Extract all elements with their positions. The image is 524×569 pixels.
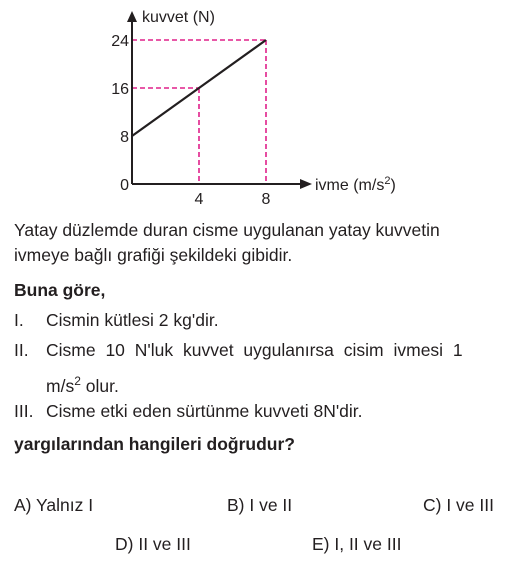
x-tick-label: 4 <box>194 191 204 208</box>
question-lead: Buna göre, <box>14 280 106 300</box>
x-tick-label: 0 <box>120 177 129 194</box>
y-axis-label: kuvvet (N) <box>142 9 215 26</box>
option-c[interactable]: C) I ve III <box>423 495 494 515</box>
question-stem-line1: Yatay düzlemde duran cisme uygulanan yatay kuvvetin <box>14 220 440 240</box>
y-tick-label: 24 <box>111 33 129 50</box>
y-tick-label: 16 <box>111 81 129 98</box>
option-b[interactable]: B) I ve II <box>227 495 293 515</box>
option-a[interactable]: A) Yalnız I <box>14 495 94 515</box>
statement-2-rest: olur. <box>80 375 119 396</box>
statement-2-unit: m/s <box>46 375 75 396</box>
statement-1-number: I. <box>14 310 24 330</box>
statement-2-number: II. <box>14 340 29 360</box>
x-axis-label: ivme $(m/s^2)$ <box>315 175 396 194</box>
question-closing: yargılarından hangileri doğrudur? <box>14 434 295 454</box>
statement-1 <box>14 308 219 332</box>
y-tick-label: 8 <box>120 129 129 146</box>
statement-2-unit-exponent: 2 <box>74 374 81 388</box>
x-tick-label: 8 <box>261 191 271 208</box>
statement-1-text: Cismin kütlesi 2 kg'dir. <box>46 310 219 330</box>
option-e[interactable]: E) I, II ve III <box>312 534 402 554</box>
y-axis-arrow <box>127 11 137 22</box>
question-stem-line2: ivmeye bağlı grafiği şekildeki gibidir. <box>14 245 293 265</box>
statement-3-text: Cisme etki eden sürtünme kuvveti 8N'dir. <box>46 401 363 421</box>
tick-labels <box>111 33 270 208</box>
statement-2-text: Cisme 10 N'luk kuvvet uygulanırsa cisim ivmesi 1 <box>46 340 463 360</box>
force-acceleration-chart <box>0 0 524 215</box>
option-d[interactable]: D) II ve III <box>115 534 191 554</box>
guide-lines <box>132 40 266 184</box>
statement-3 <box>14 399 363 423</box>
statement-2-continuation <box>46 369 119 398</box>
statement-2 <box>14 338 463 362</box>
x-axis-arrow <box>300 179 312 189</box>
statement-3-number: III. <box>14 401 34 421</box>
